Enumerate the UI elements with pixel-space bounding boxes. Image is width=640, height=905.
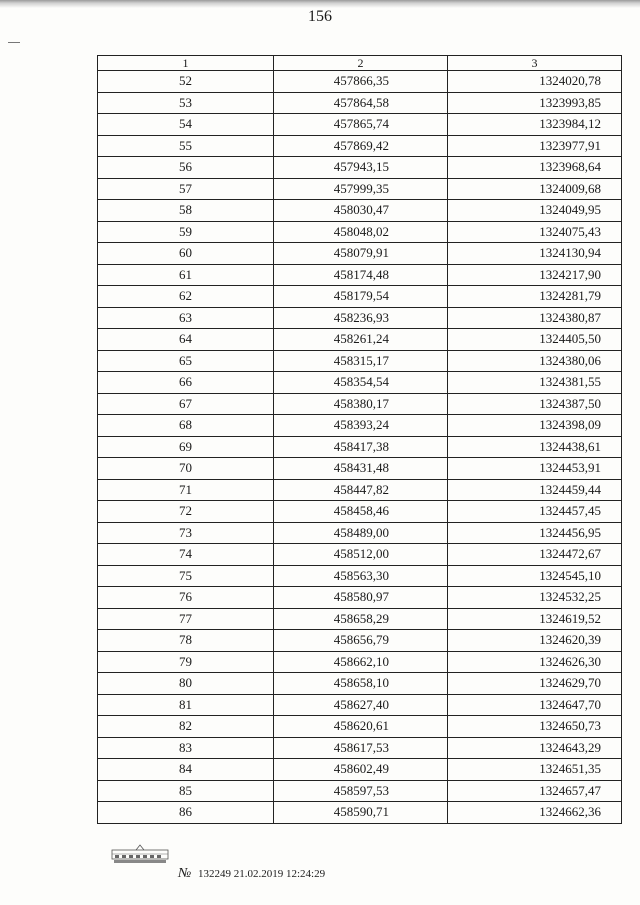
coordinate-2-cell: 458079,91 bbox=[274, 243, 448, 265]
table-row bbox=[98, 286, 622, 308]
coordinate-3-cell: 1324456,95 bbox=[448, 522, 622, 544]
coordinate-3-cell: 1324438,61 bbox=[448, 436, 622, 458]
table-row bbox=[98, 436, 622, 458]
point-number-cell: 56 bbox=[98, 157, 274, 179]
coordinates-table bbox=[97, 55, 622, 824]
coordinate-2-cell: 458580,97 bbox=[274, 587, 448, 609]
point-number-cell: 79 bbox=[98, 651, 274, 673]
point-number-cell: 68 bbox=[98, 415, 274, 437]
table-row bbox=[98, 114, 622, 136]
coordinate-2-cell: 458417,38 bbox=[274, 436, 448, 458]
coordinate-2-cell: 457943,15 bbox=[274, 157, 448, 179]
coordinate-2-cell: 458597,53 bbox=[274, 780, 448, 802]
table-row bbox=[98, 415, 622, 437]
table-row bbox=[98, 178, 622, 200]
point-number-cell: 74 bbox=[98, 544, 274, 566]
coordinate-2-cell: 458380,17 bbox=[274, 393, 448, 415]
table-row bbox=[98, 479, 622, 501]
table-row bbox=[98, 737, 622, 759]
coordinate-2-cell: 458662,10 bbox=[274, 651, 448, 673]
point-number-cell: 57 bbox=[98, 178, 274, 200]
coordinate-2-cell: 458656,79 bbox=[274, 630, 448, 652]
table-row bbox=[98, 92, 622, 114]
document-registration bbox=[178, 866, 325, 882]
point-number-cell: 71 bbox=[98, 479, 274, 501]
coordinate-2-cell: 458620,61 bbox=[274, 716, 448, 738]
coordinate-2-cell: 458617,53 bbox=[274, 737, 448, 759]
table-row bbox=[98, 71, 622, 93]
coordinate-2-cell: 458315,17 bbox=[274, 350, 448, 372]
table-row bbox=[98, 264, 622, 286]
number-symbol: № bbox=[178, 866, 192, 881]
coordinate-2-cell: 458431,48 bbox=[274, 458, 448, 480]
point-number-cell: 66 bbox=[98, 372, 274, 394]
coordinate-2-cell: 458447,82 bbox=[274, 479, 448, 501]
point-number-cell: 81 bbox=[98, 694, 274, 716]
table-row bbox=[98, 802, 622, 824]
table-row bbox=[98, 307, 622, 329]
coordinate-3-cell: 1323993,85 bbox=[448, 92, 622, 114]
point-number-cell: 73 bbox=[98, 522, 274, 544]
point-number-cell: 83 bbox=[98, 737, 274, 759]
point-number-cell: 61 bbox=[98, 264, 274, 286]
point-number-cell: 80 bbox=[98, 673, 274, 695]
coordinate-2-cell: 458489,00 bbox=[274, 522, 448, 544]
coordinate-2-cell: 458354,54 bbox=[274, 372, 448, 394]
column-header-1: 1 bbox=[98, 56, 274, 71]
coordinate-2-cell: 458179,54 bbox=[274, 286, 448, 308]
point-number-cell: 82 bbox=[98, 716, 274, 738]
coordinate-2-cell: 457999,35 bbox=[274, 178, 448, 200]
table-header-row bbox=[98, 56, 622, 71]
point-number-cell: 86 bbox=[98, 802, 274, 824]
coordinate-3-cell: 1324532,25 bbox=[448, 587, 622, 609]
table-body bbox=[98, 71, 622, 824]
point-number-cell: 70 bbox=[98, 458, 274, 480]
registration-datetime: 21.02.2019 12:24:29 bbox=[233, 868, 326, 880]
coordinate-2-cell: 457866,35 bbox=[274, 71, 448, 93]
coordinate-3-cell: 1323984,12 bbox=[448, 114, 622, 136]
table-row bbox=[98, 565, 622, 587]
coordinate-2-cell: 458174,48 bbox=[274, 264, 448, 286]
table-row bbox=[98, 200, 622, 222]
point-number-cell: 55 bbox=[98, 135, 274, 157]
coordinate-3-cell: 1324643,29 bbox=[448, 737, 622, 759]
coordinate-2-cell: 458563,30 bbox=[274, 565, 448, 587]
table-row bbox=[98, 372, 622, 394]
coordinate-3-cell: 1324472,67 bbox=[448, 544, 622, 566]
coordinate-3-cell: 1324020,78 bbox=[448, 71, 622, 93]
table-row bbox=[98, 135, 622, 157]
coordinate-3-cell: 1324647,70 bbox=[448, 694, 622, 716]
coordinate-3-cell: 1324657,47 bbox=[448, 780, 622, 802]
coordinate-3-cell: 1324387,50 bbox=[448, 393, 622, 415]
point-number-cell: 72 bbox=[98, 501, 274, 523]
point-number-cell: 67 bbox=[98, 393, 274, 415]
coordinate-2-cell: 458512,00 bbox=[274, 544, 448, 566]
point-number-cell: 64 bbox=[98, 329, 274, 351]
point-number-cell: 62 bbox=[98, 286, 274, 308]
coordinate-3-cell: 1324281,79 bbox=[448, 286, 622, 308]
point-number-cell: 78 bbox=[98, 630, 274, 652]
coordinate-2-cell: 458261,24 bbox=[274, 329, 448, 351]
coordinate-3-cell: 1324075,43 bbox=[448, 221, 622, 243]
coordinate-3-cell: 1323968,64 bbox=[448, 157, 622, 179]
scan-edge bbox=[0, 0, 640, 8]
table-row bbox=[98, 780, 622, 802]
coordinate-2-cell: 458236,93 bbox=[274, 307, 448, 329]
margin-dash bbox=[8, 42, 20, 43]
coordinate-3-cell: 1324620,39 bbox=[448, 630, 622, 652]
point-number-cell: 85 bbox=[98, 780, 274, 802]
point-number-cell: 60 bbox=[98, 243, 274, 265]
coordinate-2-cell: 458658,10 bbox=[274, 673, 448, 695]
table-row bbox=[98, 630, 622, 652]
coordinate-3-cell: 1324626,30 bbox=[448, 651, 622, 673]
point-number-cell: 63 bbox=[98, 307, 274, 329]
point-number-cell: 77 bbox=[98, 608, 274, 630]
table-row bbox=[98, 544, 622, 566]
coordinate-3-cell: 1324662,36 bbox=[448, 802, 622, 824]
coordinate-3-cell: 1324380,87 bbox=[448, 307, 622, 329]
table-row bbox=[98, 673, 622, 695]
coordinate-3-cell: 1323977,91 bbox=[448, 135, 622, 157]
table-row bbox=[98, 221, 622, 243]
table-row bbox=[98, 350, 622, 372]
point-number-cell: 75 bbox=[98, 565, 274, 587]
table-row bbox=[98, 393, 622, 415]
coordinate-3-cell: 1324405,50 bbox=[448, 329, 622, 351]
table-row bbox=[98, 157, 622, 179]
coordinate-2-cell: 458393,24 bbox=[274, 415, 448, 437]
point-number-cell: 58 bbox=[98, 200, 274, 222]
point-number-cell: 59 bbox=[98, 221, 274, 243]
coordinate-2-cell: 458458,46 bbox=[274, 501, 448, 523]
coordinate-2-cell: 457865,74 bbox=[274, 114, 448, 136]
coordinate-2-cell: 457869,42 bbox=[274, 135, 448, 157]
coordinate-2-cell: 458590,71 bbox=[274, 802, 448, 824]
table-row bbox=[98, 651, 622, 673]
coordinate-3-cell: 1324457,45 bbox=[448, 501, 622, 523]
table-row bbox=[98, 694, 622, 716]
point-number-cell: 69 bbox=[98, 436, 274, 458]
coordinate-2-cell: 458627,40 bbox=[274, 694, 448, 716]
table-row bbox=[98, 522, 622, 544]
coordinate-3-cell: 1324381,55 bbox=[448, 372, 622, 394]
coordinate-2-cell: 458658,29 bbox=[274, 608, 448, 630]
coordinate-3-cell: 1324459,44 bbox=[448, 479, 622, 501]
coordinate-3-cell: 1324545,10 bbox=[448, 565, 622, 587]
point-number-cell: 53 bbox=[98, 92, 274, 114]
point-number-cell: 52 bbox=[98, 71, 274, 93]
coordinate-3-cell: 1324049,95 bbox=[448, 200, 622, 222]
coordinate-3-cell: 1324398,09 bbox=[448, 415, 622, 437]
table-row bbox=[98, 458, 622, 480]
point-number-cell: 76 bbox=[98, 587, 274, 609]
registration-number: 132249 bbox=[197, 868, 231, 880]
coordinate-3-cell: 1324619,52 bbox=[448, 608, 622, 630]
coordinate-3-cell: 1324217,90 bbox=[448, 264, 622, 286]
column-header-2: 2 bbox=[274, 56, 448, 71]
table-row bbox=[98, 501, 622, 523]
page-number: 156 bbox=[308, 8, 332, 25]
point-number-cell: 54 bbox=[98, 114, 274, 136]
table-row bbox=[98, 329, 622, 351]
coordinate-3-cell: 1324651,35 bbox=[448, 759, 622, 781]
point-number-cell: 65 bbox=[98, 350, 274, 372]
coordinate-3-cell: 1324130,94 bbox=[448, 243, 622, 265]
coordinate-3-cell: 1324453,91 bbox=[448, 458, 622, 480]
coordinate-2-cell: 458030,47 bbox=[274, 200, 448, 222]
coordinate-2-cell: 458602,49 bbox=[274, 759, 448, 781]
coordinate-2-cell: 458048,02 bbox=[274, 221, 448, 243]
point-number-cell: 84 bbox=[98, 759, 274, 781]
table-row bbox=[98, 243, 622, 265]
table-row bbox=[98, 608, 622, 630]
coordinate-3-cell: 1324650,73 bbox=[448, 716, 622, 738]
coordinate-3-cell: 1324009,68 bbox=[448, 178, 622, 200]
table-row bbox=[98, 587, 622, 609]
stamp-logo bbox=[110, 844, 170, 864]
column-header-3: 3 bbox=[448, 56, 622, 71]
coordinate-3-cell: 1324380,06 bbox=[448, 350, 622, 372]
table-row bbox=[98, 759, 622, 781]
coordinate-2-cell: 457864,58 bbox=[274, 92, 448, 114]
table-row bbox=[98, 716, 622, 738]
coordinate-3-cell: 1324629,70 bbox=[448, 673, 622, 695]
